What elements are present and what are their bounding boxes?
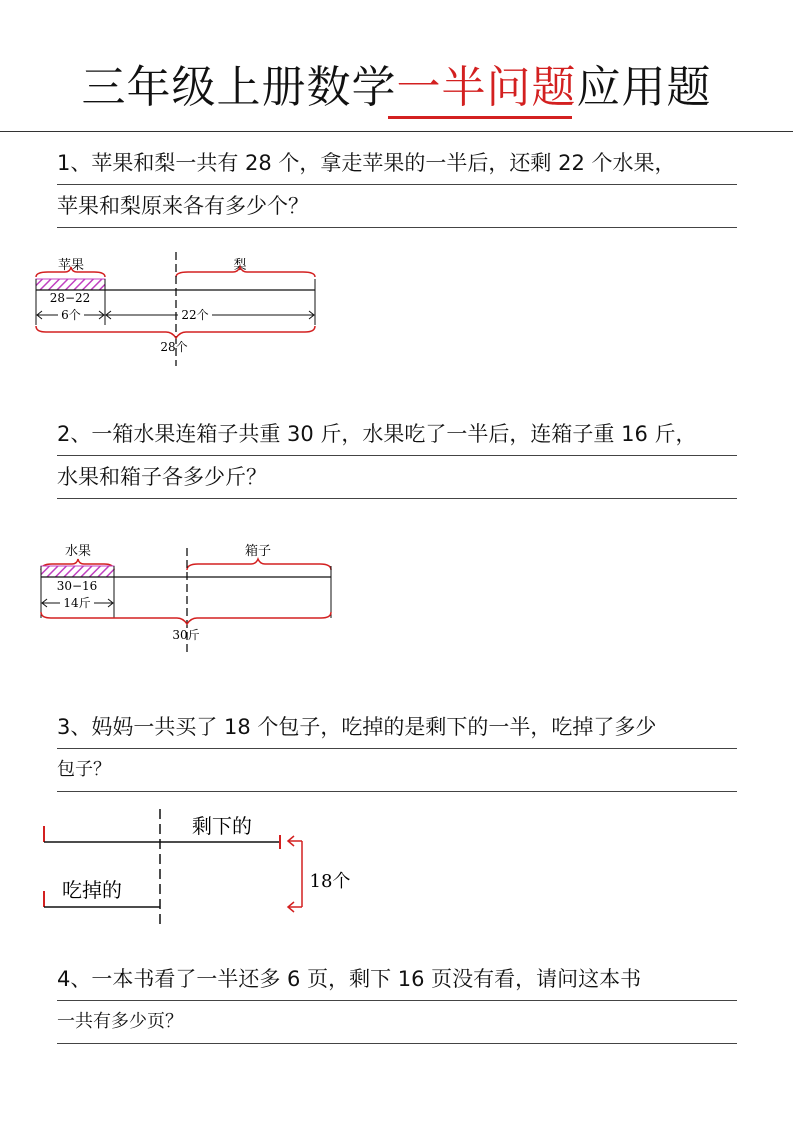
- question-3-line-1: 3、妈妈一共买了 18 个包子，吃掉的是剩下的一半，吃掉了多少: [57, 706, 737, 749]
- diagram-1-label-pear: 梨: [233, 258, 247, 273]
- diagram-3-label-eaten: 吃掉的: [62, 878, 122, 902]
- diagram-3: [36, 805, 366, 930]
- diagram-1-hatched-half: [36, 279, 105, 290]
- diagram-2-expr: 30−16: [56, 579, 98, 593]
- diagram-2-label-fruit: 水果: [64, 544, 92, 559]
- question-2-line-2: 水果和箱子各多少斤？: [57, 456, 737, 499]
- title-post: 应用题: [576, 62, 712, 113]
- diagram-3-label-remaining: 剩下的: [192, 814, 252, 838]
- question-4-line-2: 一共有多少页？: [57, 1001, 737, 1044]
- diagram-1-half-label: 6个: [61, 308, 81, 322]
- question-3: [57, 706, 737, 792]
- diagram-3-total: 18个: [309, 871, 351, 892]
- question-4-line-1: 4、一本书看了一半还多 6 页，剩下 16 页没有看，请问这本书: [57, 958, 737, 1001]
- diagram-1-label-apple: 苹果: [57, 258, 85, 273]
- header-rule: [0, 131, 793, 132]
- diagram-2-hatched-half: [41, 566, 114, 577]
- diagram-1-right-label: 22个: [181, 308, 209, 322]
- diagram-1: [28, 250, 328, 368]
- question-1-line-2: 苹果和梨原来各有多少个？: [57, 185, 737, 228]
- page-title: [0, 58, 793, 118]
- title-highlight: 一半问题: [396, 62, 577, 113]
- diagram-1-total: 28个: [160, 340, 188, 354]
- question-1: [57, 142, 737, 228]
- diagram-2-brace-box: [187, 559, 331, 570]
- diagram-2-total: 30斤: [172, 628, 200, 642]
- diagram-2: [32, 540, 342, 658]
- diagram-1-expr: 28−22: [49, 291, 91, 305]
- title-pre: 三年级上册数学: [81, 62, 397, 113]
- diagram-2-brace-total: [41, 612, 331, 624]
- diagram-2-label-box: 箱子: [244, 544, 272, 559]
- question-4: [57, 958, 737, 1044]
- question-3-line-2: 包子？: [57, 749, 737, 792]
- question-2-line-1: 2、一箱水果连箱子共重 30 斤，水果吃了一半后，连箱子重 16 斤，: [57, 413, 737, 456]
- diagram-2-half-label: 14斤: [63, 596, 91, 610]
- title-underline: [388, 116, 572, 119]
- question-2: [57, 413, 737, 499]
- question-1-line-1: 1、苹果和梨一共有 28 个，拿走苹果的一半后，还剩 22 个水果，: [57, 142, 737, 185]
